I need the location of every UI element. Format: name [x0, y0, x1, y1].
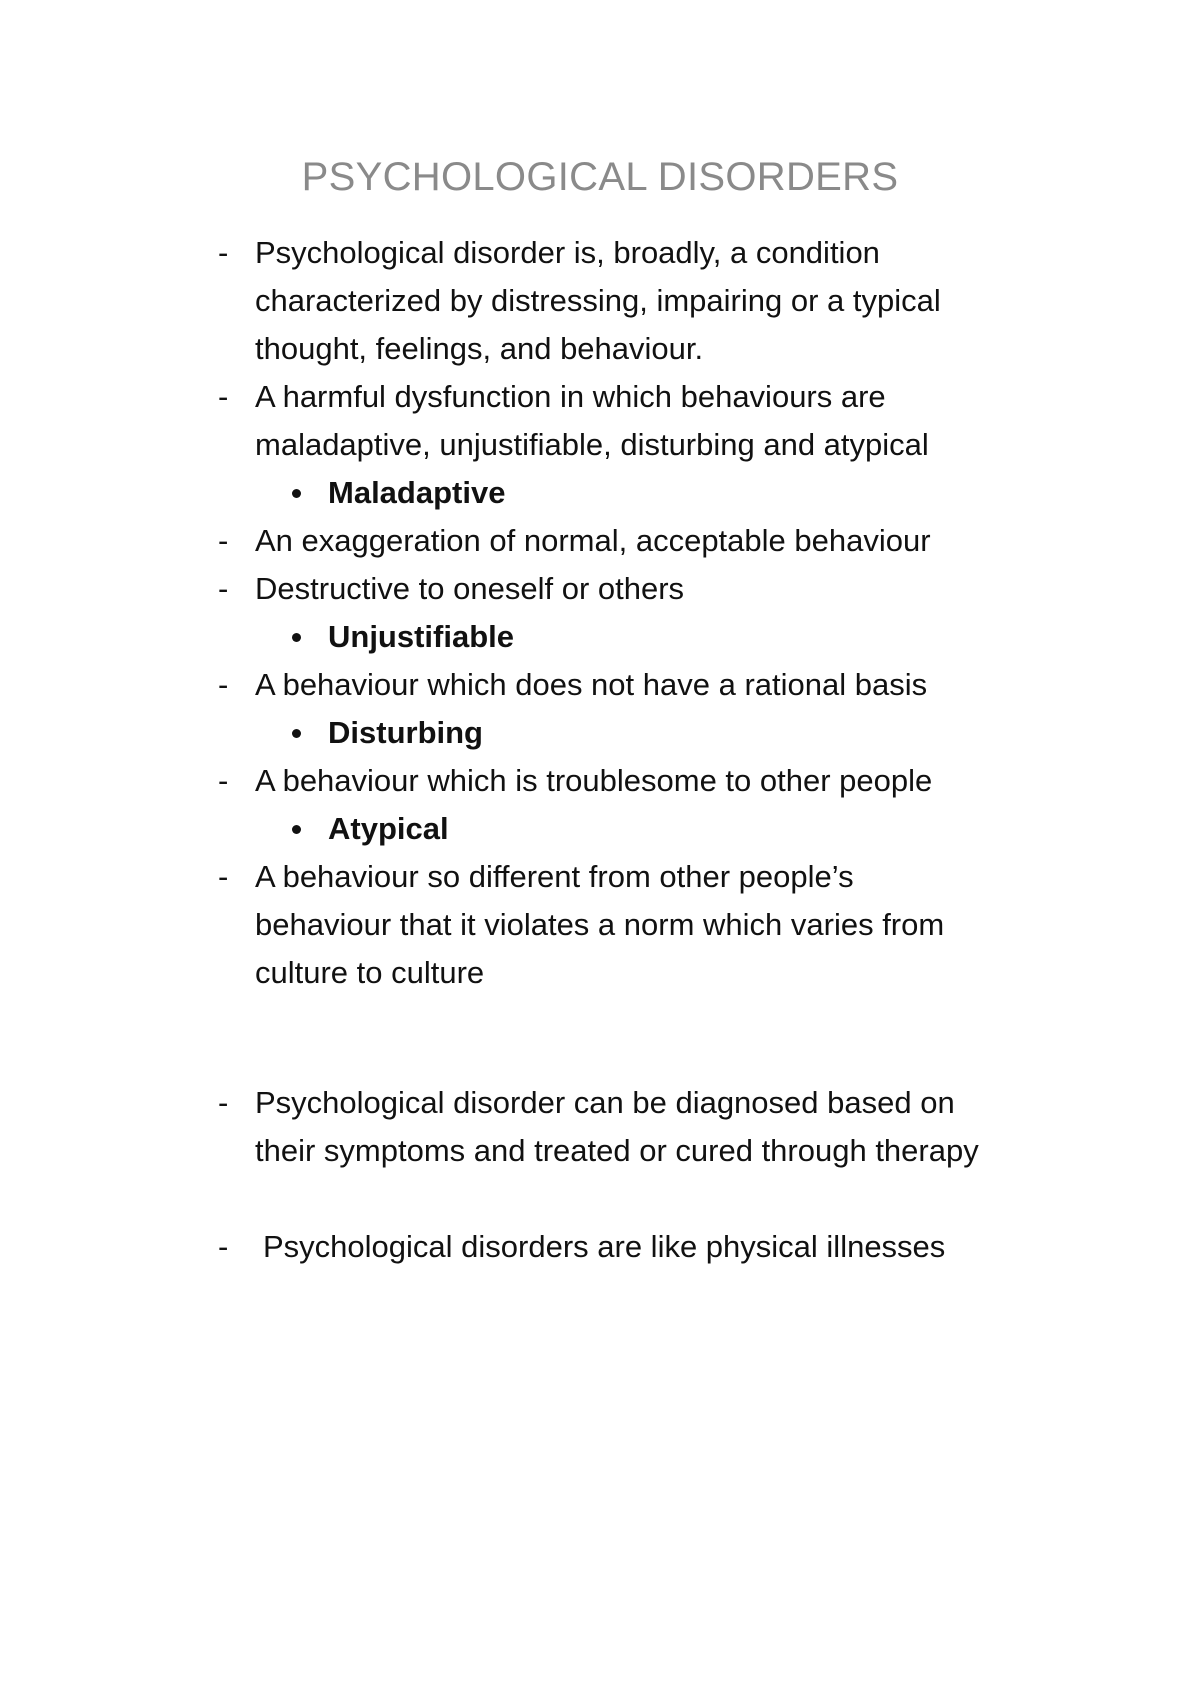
list-item-text: Destructive to oneself or others — [255, 571, 685, 606]
list-item — [0, 1223, 1200, 1271]
list-item-text: behaviour that it violates a norm which varies from — [255, 907, 945, 942]
list-item-text: A behaviour which is troublesome to other people — [255, 763, 933, 798]
list-item-text: Psychological disorders are like physical illnesses — [263, 1229, 946, 1264]
bullet-dot-icon — [292, 633, 301, 642]
list-item-text: A harmful dysfunction in which behaviours are — [255, 379, 886, 414]
list-item-text: A behaviour so different from other people’s — [255, 859, 854, 894]
dash-marker: - — [218, 235, 229, 270]
list-item — [0, 517, 1200, 565]
dash-marker: - — [218, 571, 229, 606]
dash-marker: - — [218, 667, 229, 702]
list-item-text: their symptoms and treated or cured through therapy — [255, 1133, 979, 1168]
dash-marker: - — [218, 859, 229, 894]
bullet-heading-text: Maladaptive — [328, 475, 506, 510]
dash-marker: - — [218, 1085, 229, 1120]
list-item — [0, 229, 1200, 277]
spacer — [0, 997, 1200, 1079]
bullet-heading-text: Disturbing — [328, 715, 483, 750]
list-item-text: characterized by distressing, impairing or a typical — [255, 283, 941, 318]
list-item-text: Psychological disorder is, broadly, a condition — [255, 235, 880, 270]
list-item-continuation — [0, 949, 1200, 997]
dash-marker: - — [218, 523, 229, 558]
list-item-text: thought, feelings, and behaviour. — [255, 331, 704, 366]
bullet-heading — [0, 469, 1200, 517]
list-item-text: A behaviour which does not have a rational basis — [255, 667, 928, 702]
bullet-heading-text: Unjustifiable — [328, 619, 515, 654]
dash-marker: - — [218, 763, 229, 798]
dash-marker: - — [218, 1229, 229, 1264]
bullet-dot-icon — [292, 729, 301, 738]
list-item-continuation — [0, 901, 1200, 949]
bullet-dot-icon — [292, 489, 301, 498]
list-item-text: Psychological disorder can be diagnosed based on — [255, 1085, 955, 1120]
document-body — [0, 229, 1200, 1271]
list-item — [0, 1079, 1200, 1127]
dash-marker: - — [218, 379, 229, 414]
list-item-continuation — [0, 325, 1200, 373]
list-item-text: An exaggeration of normal, acceptable behaviour — [255, 523, 931, 558]
list-item-continuation — [0, 1127, 1200, 1175]
bullet-dot-icon — [292, 825, 301, 834]
bullet-heading — [0, 805, 1200, 853]
list-item-text: culture to culture — [255, 955, 485, 990]
bullet-heading-text: Atypical — [328, 811, 449, 846]
bullet-heading — [0, 613, 1200, 661]
list-item-continuation — [0, 421, 1200, 469]
list-item-continuation — [0, 277, 1200, 325]
spacer — [0, 1175, 1200, 1223]
page-title: PSYCHOLOGICAL DISORDERS — [301, 155, 899, 199]
list-item — [0, 565, 1200, 613]
list-item — [0, 661, 1200, 709]
list-item-text: maladaptive, unjustifiable, disturbing and atypical — [255, 427, 929, 462]
list-item — [0, 373, 1200, 421]
list-item — [0, 853, 1200, 901]
list-item — [0, 757, 1200, 805]
bullet-heading — [0, 709, 1200, 757]
